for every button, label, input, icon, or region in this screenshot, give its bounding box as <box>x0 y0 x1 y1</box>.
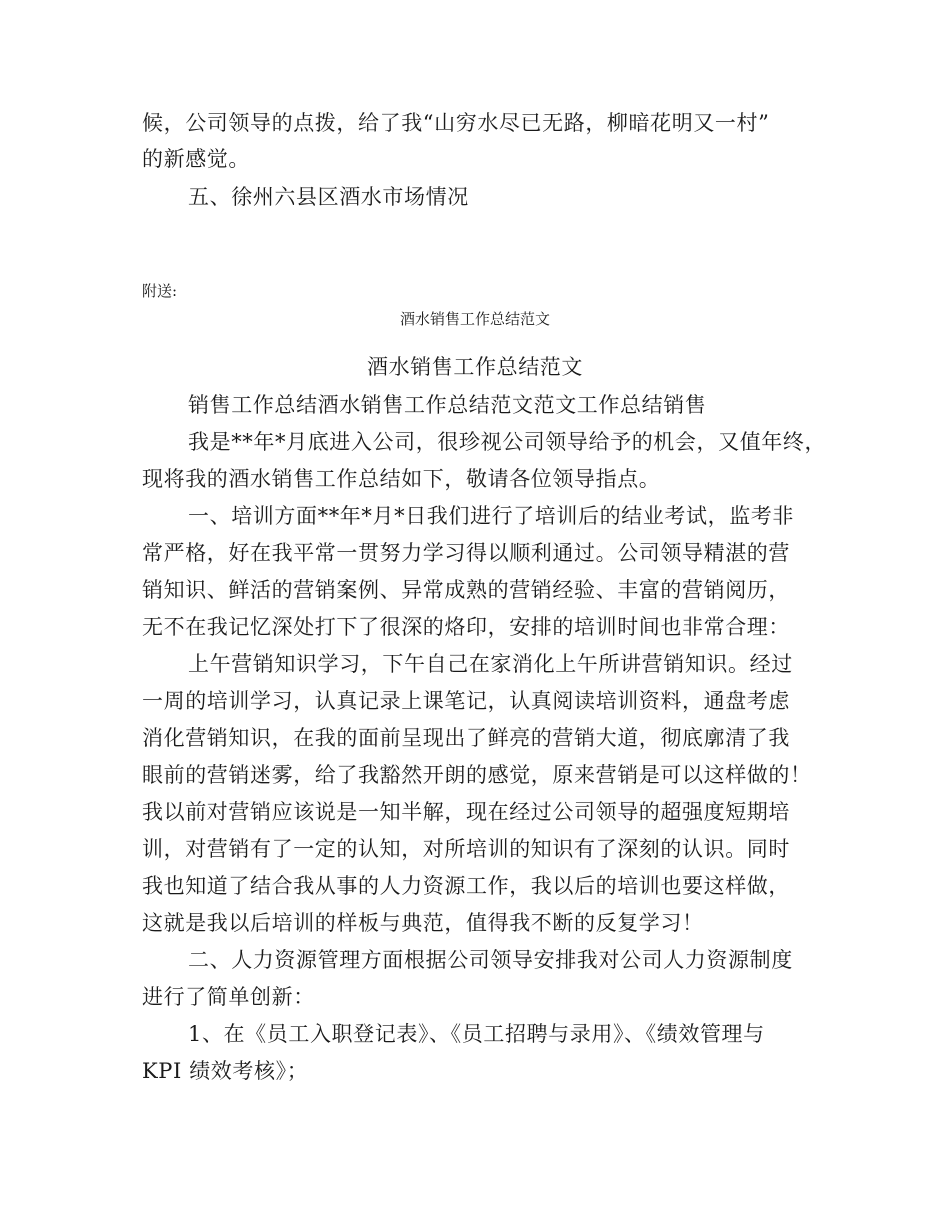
keywords-line: 销售工作总结酒水销售工作总结范文范文工作总结销售 <box>188 393 707 417</box>
paragraph-line: 消化营销知识，在我的面前呈现出了鲜亮的营销大道，彻底廓清了我 <box>142 726 790 750</box>
paragraph-line: 现将我的酒水销售工作总结如下，敬请各位领导指点。 <box>142 467 661 491</box>
paragraph-line: 眼前的营销迷雾，给了我豁然开朗的感觉，原来营销是可以这样做的！ <box>142 763 812 787</box>
paragraph-line: 我以前对营销应该说是一知半解，现在经过公司领导的超强度短期培 <box>142 800 790 824</box>
paragraph-line: 我是**年*月底进入公司，很珍视公司领导给予的机会，又值年终， <box>188 430 827 454</box>
paragraph-line: KPI 绩效考核》； <box>142 1059 309 1083</box>
paragraph-line: 进行了简单创新： <box>142 985 315 1009</box>
paragraph-line: 这就是我以后培训的样板与典范，值得我不断的反复学习！ <box>142 911 704 935</box>
paragraph-line: 我也知道了结合我从事的人力资源工作，我以后的培训也要这样做， <box>142 874 790 898</box>
paragraph-line: 常严格，好在我平常一贯努力学习得以顺利通过。公司领导精湛的营 <box>142 541 790 565</box>
appendix-title-small: 酒水销售工作总结范文 <box>399 310 550 328</box>
paragraph-line: 销知识、鲜活的营销案例、异常成熟的营销经验、丰富的营销阅历， <box>142 578 790 602</box>
paragraph-line: 二、人力资源管理方面根据公司领导安排我对公司人力资源制度 <box>188 948 793 972</box>
paragraph-line: 无不在我记忆深处打下了很深的烙印，安排的培训时间也非常合理： <box>142 615 790 639</box>
text-line: 的新感觉。 <box>142 147 250 171</box>
document-title: 酒水销售工作总结范文 <box>367 355 583 379</box>
paragraph-line: 训，对营销有了一定的认知，对所培训的知识有了深刻的认识。同时 <box>142 837 790 861</box>
paragraph-line: 一周的培训学习，认真记录上课笔记，认真阅读培训资料，通盘考虑 <box>142 689 790 713</box>
text-line: 候，公司领导的点拨，给了我“山穷水尽已无路，柳暗花明又一村” <box>142 111 770 135</box>
paragraph-line: 上午营销知识学习，下午自己在家消化上午所讲营销知识。经过 <box>188 652 793 676</box>
paragraph-line: 1、在《员工入职登记表》、《员工招聘与录用》、《绩效管理与 <box>188 1022 765 1046</box>
section-heading: 五、徐州六县区酒水市场情况 <box>188 185 469 209</box>
paragraph-line: 一、培训方面**年*月*日我们进行了培训后的结业考试，监考非 <box>188 504 794 528</box>
appendix-label: 附送: <box>142 282 178 300</box>
